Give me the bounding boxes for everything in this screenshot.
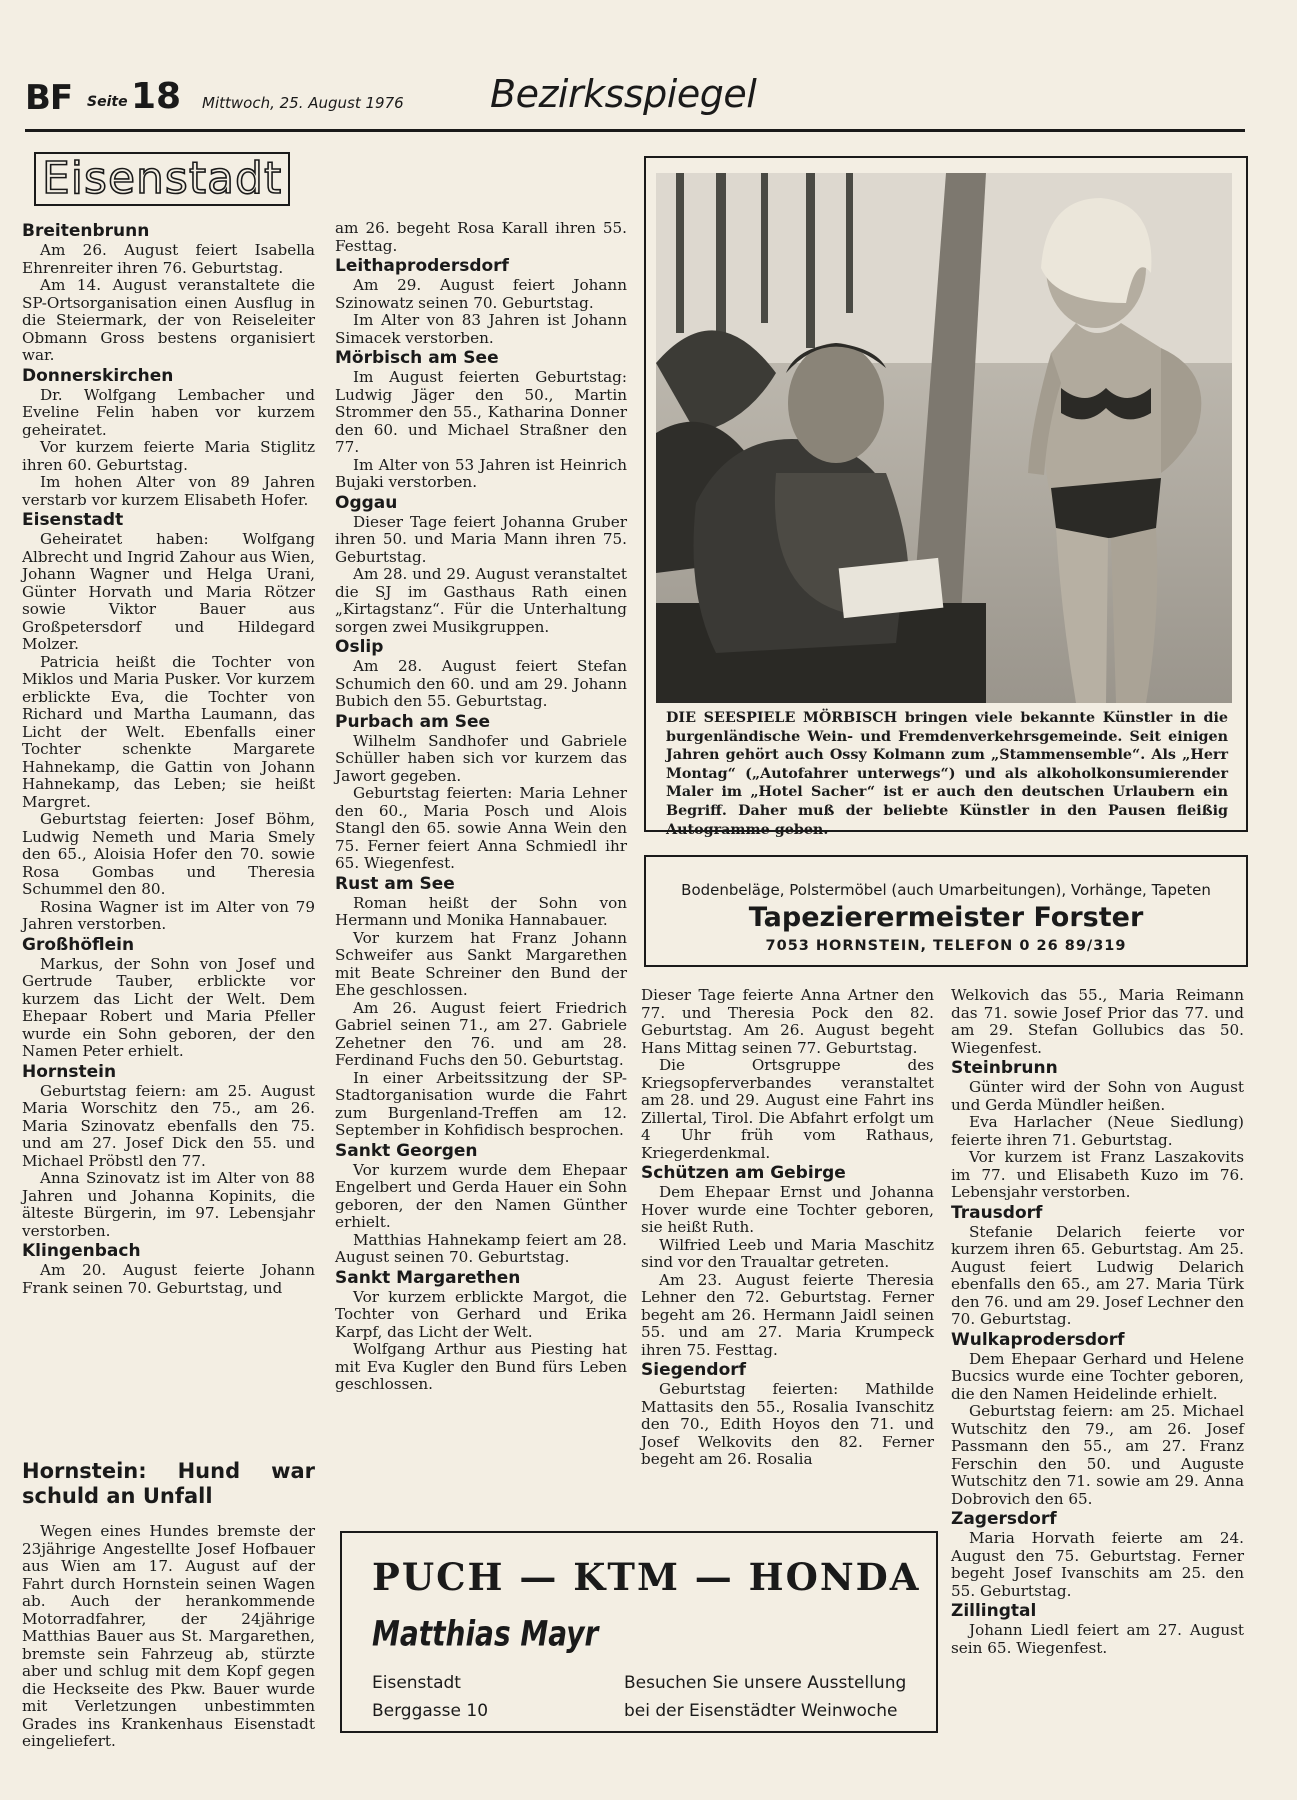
place-heading: Oslip [335,637,384,657]
news-paragraph: Patricia heißt die Tochter von Miklos und Maria Pusker. Vor kurzem erblickte Eva, die Tochter von Richard und Martha Laumann, das Licht der Welt. Ebenfalls einer Tochter schenkte Margarete Hahnekamp, die Gattin von Johann Hahnekamp, das Leben; sie heißt Margret. [22,652,315,811]
news-paragraph: Maria Horvath feierte am 24. August den 75. Geburtstag. Ferner begeht Josef Ivanschits am 25. den 55. Geburtstag. [951,1529,1244,1600]
place-heading: Klingenbach [22,1241,141,1261]
place-heading: Sankt Georgen [335,1140,478,1161]
place-heading: Sankt Margarethen [335,1267,521,1288]
place-heading: Trausdorf [951,1202,1043,1223]
news-paragraph: Vor kurzem erblickte Margot, die Tochter von Gerhard und Erika Karpf, das Licht der Welt. [335,1287,627,1341]
page-label: Seite [87,94,128,110]
place-heading: Schützen am Gebirge [641,1163,846,1183]
news-paragraph: Vor kurzem wurde dem Ehepaar Engelbert und Gerda Hauer ein Sohn geboren, der den Namen Günther erhielt. [335,1160,627,1231]
masthead-rule [25,129,1245,132]
ad-tapezierermeister-forster [644,855,1248,967]
news-paragraph: Roman heißt der Sohn von Hermann und Monika Hannabauer. [335,893,627,929]
story-body: Wegen eines Hundes bremste der 23jährige Angestellte Josef Hofbauer aus Wien am 17. August auf der Fahrt durch Hornstein seinen Wagen ab. Auch der herankommende Motorradfahrer, der 24jährige Matthias Bauer aus St. Margarethen, bremste sein Fahrzeug ab, stürzte aber und schlug mit dem Kopf gegen die Heckseite des Pkw. Bauer wurde mit Verletzungen unbestimmten Grades ins Krankenhaus Eisenstadt eingeliefert. [22,1522,315,1750]
news-paragraph: Im hohen Alter von 89 Jahren verstarb vor kurzem Elisabeth Hofer. [22,473,315,509]
news-paragraph: Dem Ehepaar Gerhard und Helene Bucsics wurde eine Tochter geboren, die den Namen Heidelinde erhielt. [951,1349,1244,1403]
place-heading: Zagersdorf [951,1509,1057,1529]
news-paragraph: Eva Harlacher (Neue Siedlung) feierte ihren 71. Geburtstag. [951,1113,1244,1149]
news-column-3 [641,987,934,1469]
news-column-1 [22,220,315,1297]
place-heading: Leithaprodersdorf [335,256,509,276]
ad-forster-services: Bodenbeläge, Polstermöbel (auch Umarbeitungen), Vorhänge, Tapeten [681,881,1211,899]
news-paragraph: Geburtstag feiern: am 25. Michael Wutschitz den 79., am 26. Josef Passmann den 55., am 27. Franz Ferschin den 50. und Auguste Wutschitz den 71. sowie am 29. Anna Dobrovich den 65. [951,1402,1244,1508]
page-number: 18 [131,76,182,117]
news-paragraph: Markus, der Sohn von Josef und Gertrude Tauber, erblickte vor kurzem das Licht der Welt. Dem Ehepaar Robert und Maria Pfeller wurde ein Sohn geboren, der den Namen Peter erhielt. [22,954,315,1060]
place-heading: Wulkaprodersdorf [951,1329,1125,1350]
news-paragraph: Geheiratet haben: Wolfgang Albrecht und Ingrid Zahour aus Wien, Johann Wagner und Helga Urani, Günter Horvath und Maria Rötzer sowie Viktor Bauer aus Großpetersdorf und Hildegard Molzer. [22,530,315,653]
section-title: Bezirksspiegel [490,72,757,116]
news-paragraph: Vor kurzem hat Franz Johann Schweifer aus Sankt Margarethen mit Beate Schreiner den Bund der Ehe geschlossen. [335,928,627,999]
place-heading: Siegendorf [641,1360,747,1380]
ad-mayr-name: Matthias Mayr [372,1613,599,1655]
news-paragraph: Johann Liedl feiert am 27. August sein 65. Wiegenfest. [951,1621,1244,1657]
news-paragraph: Dem Ehepaar Ernst und Johanna Hover wurde eine Tochter geboren, sie heißt Ruth. [641,1183,934,1236]
news-paragraph: Geburtstag feierten: Josef Böhm, Ludwig Nemeth und Maria Smely den 65., Aloisia Hofer den 70. sowie Rosa Gombas und Theresia Schummel den 80. [22,810,315,898]
news-paragraph: Die Ortsgruppe des Kriegsopferverbandes veranstaltet am 28. und 29. August eine Fahrt ins Zillertal, Tirol. Die Abfahrt erfolgt um 4 Uhr früh vom Rathaus, Kriegerdenkmal. [641,1056,934,1162]
news-paragraph: Dr. Wolfgang Lembacher und Eveline Felin haben vor kurzem geheiratet. [22,385,315,439]
place-heading: Breitenbrunn [22,221,150,241]
news-paragraph: Am 26. August feiert Friedrich Gabriel seinen 71., am 27. Gabriele Zehetner den 76. und am 28. Ferdinand Fuchs den 50. Geburtstag. [335,998,627,1069]
news-paragraph: In einer Arbeitssitzung der SP-Stadtorganisation wurde die Fahrt zum Burgenland-Treffen am 12. September in Kohfidisch besprochen. [335,1068,627,1139]
news-paragraph: Vor kurzem feierte Maria Stiglitz ihren 60. Geburtstag. [22,438,315,474]
news-paragraph: Geburtstag feierten: Mathilde Mattasits den 55., Rosalia Ivanschitz den 70., Edith Hoyos den 71. und Josef Welkovits den 82. Ferner begeht am 26. Rosalia [641,1380,934,1468]
issue-date: Mittwoch, 25. August 1976 [202,94,404,112]
city-heading: Eisenstadt [34,152,290,206]
ad-forster-address: 7053 HORNSTEIN, TELEFON 0 26 89/319 [765,938,1127,954]
place-heading: Mörbisch am See [335,348,499,368]
news-paragraph: Dieser Tage feierte Anna Artner den 77. und Theresia Pock den 82. Geburtstag. Am 26. August begeht Hans Mittag seinen 77. Geburtstag. [641,986,934,1057]
ad-mayr-invite-line2: bei der Eisenstädter Weinwoche [624,1701,898,1721]
place-heading: Großhöflein [22,934,135,955]
news-paragraph: Günter wird der Sohn von August und Gerda Mündler heißen. [951,1078,1244,1114]
news-paragraph: Welkovich das 55., Maria Reimann das 71. sowie Josef Prior das 77. und am 29. Stefan Gollubics das 50. Wiegenfest. [951,986,1244,1057]
news-paragraph: Wilhelm Sandhofer und Gabriele Schüller haben sich vor kurzem das Jawort gegeben. [335,731,627,785]
news-paragraph: Matthias Hahnekamp feiert am 28. August seinen 70. Geburtstag. [335,1230,627,1266]
news-paragraph: Vor kurzem ist Franz Laszakovits im 77. und Elisabeth Kuzo im 76. Lebensjahr verstorben. [951,1148,1244,1201]
ad-mayr-street: Berggasse 10 [372,1701,489,1721]
news-paragraph: Geburtstag feierten: Maria Lehner den 60., Maria Posch und Alois Stangl den 65. sowie Anna Wein den 75. Ferner feiert Anna Schmiedl ihr 65. Wiegenfest. [335,784,627,872]
news-paragraph: Rosina Wagner ist im Alter von 79 Jahren verstorben. [22,897,315,933]
story-hornstein [22,1437,315,1751]
place-heading: Rust am See [335,873,455,894]
news-paragraph: Wolfgang Arthur aus Piesting hat mit Eva Kugler den Bund fürs Leben geschlossen. [335,1340,627,1393]
place-heading: Oggau [335,492,398,513]
place-heading: Donnerskirchen [22,365,174,386]
news-paragraph: am 26. begeht Rosa Karall ihren 55. Festtag. [335,219,627,255]
news-paragraph: Im Alter von 53 Jahren ist Heinrich Bujaki verstorben. [335,455,627,491]
ad-mayr-invite-line1: Besuchen Sie unsere Ausstellung [624,1673,907,1693]
ad-mayr-city: Eisenstadt [372,1673,461,1693]
news-paragraph: Am 14. August veranstaltete die SP-Ortsorganisation einen Ausflug in die Steiermark, der von Reiseleiter Obmann Gross bestens organisiert war. [22,276,315,364]
news-paragraph: Am 23. August feierte Theresia Lehner den 72. Geburtstag. Ferner begeht am 26. Hermann Jaidl seinen 55. und am 27. Maria Krumpeck ihren 75. Festtag. [641,1270,934,1359]
news-paragraph: Im August feierten Geburtstag: Ludwig Jäger den 50., Martin Strommer den 55., Katharina Donner den 60. und Michael Straßner den 77. [335,368,627,456]
photo-box [644,156,1248,838]
news-column-2 [335,220,627,1394]
ad-matthias-mayr [340,1531,938,1733]
news-paragraph: Anna Szinovatz ist im Alter von 88 Jahren und Johanna Kopinits, die älteste Bürgerin, im 97. Lebensjahr verstorben. [22,1169,315,1240]
story-headline: Hornstein: Hund war schuld an Unfall [22,1459,315,1508]
news-column-4 [951,987,1244,1657]
news-paragraph: Am 26. August feiert Isabella Ehrenreiter ihren 76. Geburtstag. [22,241,315,277]
photo-ossy-kolmann [656,173,1232,703]
place-heading: Eisenstadt [22,510,124,530]
news-paragraph: Am 29. August feiert Johann Szinowatz seinen 70. Geburtstag. [335,276,627,312]
news-paragraph: Am 20. August feierte Johann Frank seinen 70. Geburtstag, und [22,1261,315,1297]
news-paragraph: Im Alter von 83 Jahren ist Johann Simacek verstorben. [335,311,627,347]
ad-mayr-brands: PUCH — KTM — HONDA [372,1555,921,1599]
place-heading: Zillingtal [951,1601,1037,1621]
news-paragraph: Wilfried Leeb und Maria Maschitz sind vor den Traualtar getreten. [641,1235,934,1271]
news-paragraph: Dieser Tage feiert Johanna Gruber ihren 50. und Maria Mann ihren 75. Geburtstag. [335,512,627,566]
place-heading: Purbach am See [335,711,491,732]
news-paragraph: Stefanie Delarich feierte vor kurzem ihren 65. Geburtstag. Am 25. August feiert Ludwig Delarich ebenfalls den 65., am 27. Maria Türk den 76. und am 29. Josef Lechner den 70. Geburtstag. [951,1222,1244,1328]
newspaper-logo: BF [25,78,73,118]
place-heading: Hornstein [22,1061,117,1082]
news-paragraph: Am 28. August feiert Stefan Schumich den 60. und am 29. Johann Bubich den 55. Geburtstag. [335,657,627,710]
masthead [25,70,1245,124]
news-paragraph: Geburtstag feiern: am 25. August Maria Worschitz den 75., am 26. Maria Szinovatz ebenfalls den 75. und am 27. Josef Dick den 55. und Michael Pröbstl den 77. [22,1081,315,1170]
place-heading: Steinbrunn [951,1058,1058,1078]
photo-caption: DIE SEESPIELE MÖRBISCH bringen viele bekannte Künstler in die burgenländische Wein- und Fremdenverkehrsgemeinde. Seit einigen Jahren gehört auch Ossy Kolmann zum „Stammensemble“. Als „Herr Montag“ („Autofahrer unterwegs“) und als alkoholkonsumierender Maler im „Hotel Sacher“ ist er auch den deutschen Urlaubern ein Begriff. Daher muß der beliebte Künstler in den Pausen fleißig Autogramme geben. [666,710,1228,838]
ad-forster-name: Tapezierermeister Forster [748,902,1144,933]
news-paragraph: Am 28. und 29. August veranstaltet die SJ im Gasthaus Rath einen „Kirtagstanz“. Für die Unterhaltung sorgen zwei Musikgruppen. [335,565,627,636]
